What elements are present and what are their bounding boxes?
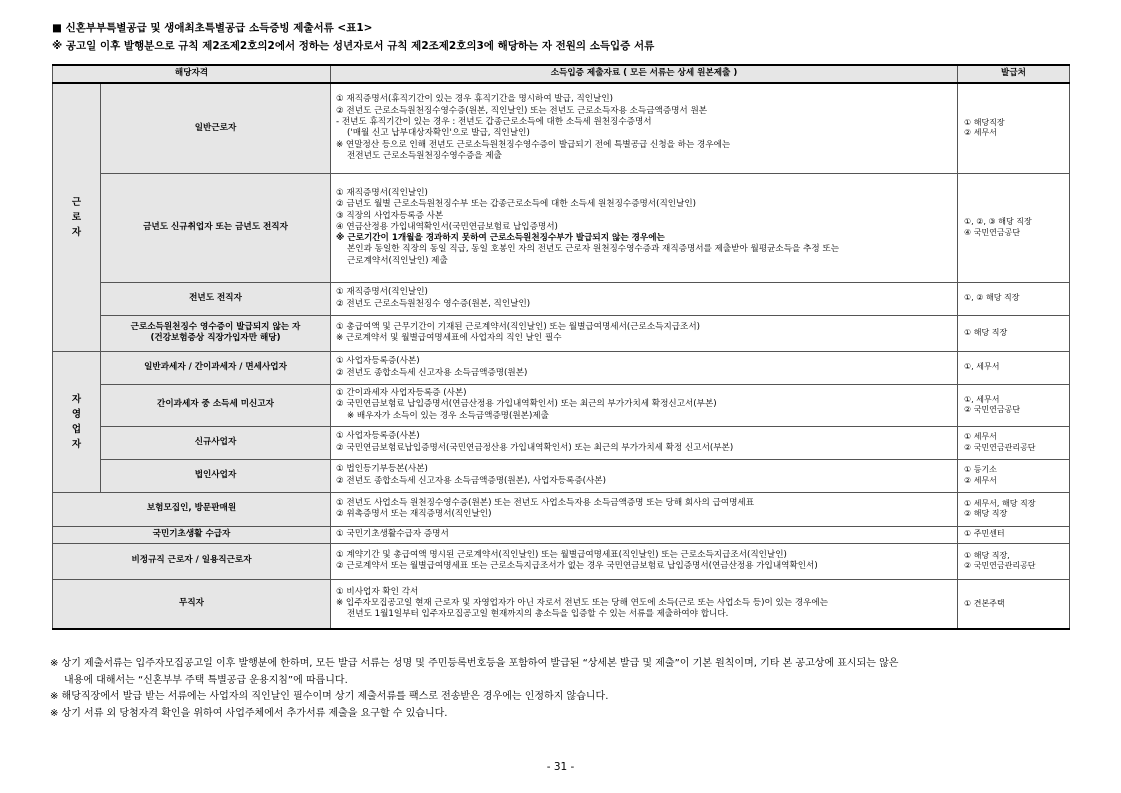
footnote: ※ 해당직장에서 발급 받는 서류에는 사업자의 직인날인 필수이며 상기 제출서류를 팩스로 전송받은 경우에는 인정하지 않습니다.: [50, 691, 609, 702]
row-label: 일반근로자: [101, 83, 331, 173]
row-documents: ① 계약기간 및 총급여액 명시된 근로계약서(직인날인) 또는 월별급여명세표(직인날인) 또는 근로소득지급조서(직인날인) ② 근로계약서 또는 월별급여명세표 또는 근로소득지급조서가 없는 경우 국민연금보험료 납입증명서(연금산정용 가입내역확인서): [331, 543, 958, 579]
row-documents: ① 사업자등록증(사본) ② 전년도 종합소득세 신고자용 소득금액증명(원본): [331, 351, 958, 384]
row-issuer: ① 주민센터: [958, 526, 1070, 543]
row-label: 신규사업자: [101, 426, 331, 459]
row-documents: ① 재직증명서(휴직기간이 있는 경우 휴직기간을 명시하여 발급, 직인날인) ② 전년도 근로소득원천징수영수증(원본, 직인날인) 또는 전년도 근로소득자용 소득금액증명서 원본 - 전년도 휴직기간이 있는 경우 : 전년도 갑종근로소득에 대한 소득세 원천징수증명서 ('매월 신고 납부대상자확인'으로 발급, 직인날인) ※ 연말정산 등으로 인해 전년도 근로소득원천징수영수증이 발급되기 전에 특별공급 신청을 하는 경우에는 전전년도 근로소득원천징수영수증을 제출: [331, 83, 958, 173]
group-worker: 근로자: [53, 83, 101, 351]
row-label: 무직자: [53, 579, 331, 629]
row-label: 금년도 신규취업자 또는 금년도 전직자: [101, 173, 331, 282]
row-issuer: ① 등기소 ② 세무서: [958, 459, 1070, 492]
table-row: [53, 459, 1070, 492]
row-issuer: ① 세무서, 해당 직장 ② 해당 직장: [958, 492, 1070, 526]
header-issuer: 발급처: [958, 65, 1070, 83]
row-documents: ① 법인등기부등본(사본) ② 전년도 종합소득세 신고자용 소득금액증명(원본), 사업자등록증(사본): [331, 459, 958, 492]
row-label: 근로소득원천징수 영수증이 발급되지 않는 자 (건강보험증상 직장가입자만 해당): [101, 315, 331, 351]
footnotes: [50, 656, 1080, 722]
row-documents: ① 간이과세자 사업자등록증 (사본) ② 국민연금보험료 납입증명서(연금산정용 가입내역확인서) 또는 최근의 부가가치세 확정신고서(부본) ※ 배우자가 소득이 있는 경우 소득금액증명(원본)제출: [331, 384, 958, 426]
row-documents: ① 재직증명서(직인날인) ② 금년도 월별 근로소득원천징수부 또는 갑종근로소득에 대한 소득세 원천징수증명서(직인날인) ③ 직장의 사업자등록증 사본 ④ 연금산정용 가입내역확인서(국민연금보험료 납입증명서) ※ 근로기간이 1개월을 경과하지 못하여 근로소득원천징수부가 발급되지 않는 경우에는 본인과 동일한 직장의 동일 직급, 동일 호봉인 자의 전년도 근로자 원천징수영수증과 재직증명서를 제출받아 월평균소득을 추정 또는 근로계약서(직인날인) 제출: [331, 173, 958, 282]
row-issuer: ① 해당직장 ② 세무서: [958, 83, 1070, 173]
row-issuer: ① 견본주택: [958, 579, 1070, 629]
row-label: 일반과세자 / 간이과세자 / 면세사업자: [101, 351, 331, 384]
header-qualification: 해당자격: [53, 65, 331, 83]
table-row: [53, 384, 1070, 426]
row-issuer: ① 해당 직장: [958, 315, 1070, 351]
row-label: 간이과세자 중 소득세 미신고자: [101, 384, 331, 426]
table-row: [53, 83, 1070, 173]
row-documents: ① 총급여액 및 근무기간이 기재된 근로계약서(직인날인) 또는 월별급여명세서(근로소득지급조서) ※ 근로계약서 및 월별급여명세표에 사업자의 직인 날인 필수: [331, 315, 958, 351]
row-label: 보험모집인, 방문판매원: [53, 492, 331, 526]
income-proof-table: [52, 64, 1070, 630]
footnote: ※ 상기 서류 외 당첨자격 확인을 위하여 사업주체에서 추가서류 제출을 요구할 수 있습니다.: [50, 707, 448, 719]
row-issuer: ①, ② 해당 직장: [958, 282, 1070, 315]
group-self-employed: 자영업자: [53, 351, 101, 492]
row-documents: ① 전년도 사업소득 원천징수영수증(원본) 또는 전년도 사업소득자용 소득금액증명 또는 당해 회사의 급여명세표 ② 위촉증명서 또는 재직증명서(직인날인): [331, 492, 958, 526]
footnote: 내용에 대해서는 “신혼부부 주택 특별공급 운용지침”에 따릅니다.: [64, 674, 348, 686]
row-issuer: ①, 세무서 ② 국민연금공단: [958, 384, 1070, 426]
row-documents: ① 재직증명서(직인날인) ② 전년도 근로소득원천징수 영수증(원본, 직인날인): [331, 282, 958, 315]
table-row: [53, 173, 1070, 282]
table-row: [53, 526, 1070, 543]
row-issuer: ① 세무서 ② 국민연금관리공단: [958, 426, 1070, 459]
row-label: 국민기초생활 수급자: [53, 526, 331, 543]
section-title: ■ 신혼부부특별공급 및 생애최초특별공급 소득증빙 제출서류 <표1>: [52, 22, 373, 34]
header-documents: 소득입증 제출자료 ( 모든 서류는 상세 원본제출 ): [331, 65, 958, 83]
table-row: [53, 426, 1070, 459]
table-row: [53, 282, 1070, 315]
row-label: 법인사업자: [101, 459, 331, 492]
row-issuer: ①, ②, ③ 해당 직장 ④ 국민연금공단: [958, 173, 1070, 282]
row-documents: ① 국민기초생활수급자 증명서: [331, 526, 958, 543]
table-header-row: [53, 65, 1070, 83]
row-label: 전년도 전직자: [101, 282, 331, 315]
table-row: [53, 543, 1070, 579]
page-number: - 31 -: [546, 761, 575, 773]
table-row: [53, 492, 1070, 526]
table-row: [53, 579, 1070, 629]
row-issuer: ①, 세무서: [958, 351, 1070, 384]
row-label: 비정규직 근로자 / 일용직근로자: [53, 543, 331, 579]
row-issuer: ① 해당 직장, ② 국민연금관리공단: [958, 543, 1070, 579]
table-row: [53, 351, 1070, 384]
row-documents: ① 사업자등록증(사본) ② 국민연금보험료납입증명서(국민연금정산용 가입내역확인서) 또는 최근의 부가가치세 확정 신고서(부본): [331, 426, 958, 459]
row-documents: ① 비사업자 확인 각서 ※ 입주자모집공고일 현재 근로자 및 자영업자가 아닌 자로서 전년도 또는 당해 연도에 소득(근로 또는 사업소득 등)이 있는 경우에는 전년도 1월1일부터 입주자모집공고일 현재까지의 총소득을 입증할 수 있는 서류를 제출하여야 합니다.: [331, 579, 958, 629]
footnote: ※ 상기 제출서류는 입주자모집공고일 이후 발행분에 한하며, 모든 발급 서류는 성명 및 주민등록번호등을 포함하여 발급된 “상세본 발급 및 제출”이 기본 원칙이며, 기타 본 공고상에 표시되는 않은: [50, 658, 899, 669]
table-row: [53, 315, 1070, 351]
section-subtitle: ※ 공고일 이후 발행분으로 규칙 제2조제2호의2에서 정하는 성년자로서 규칙 제2조제2호의3에 해당하는 자 전원의 소득입증 서류: [52, 40, 655, 52]
